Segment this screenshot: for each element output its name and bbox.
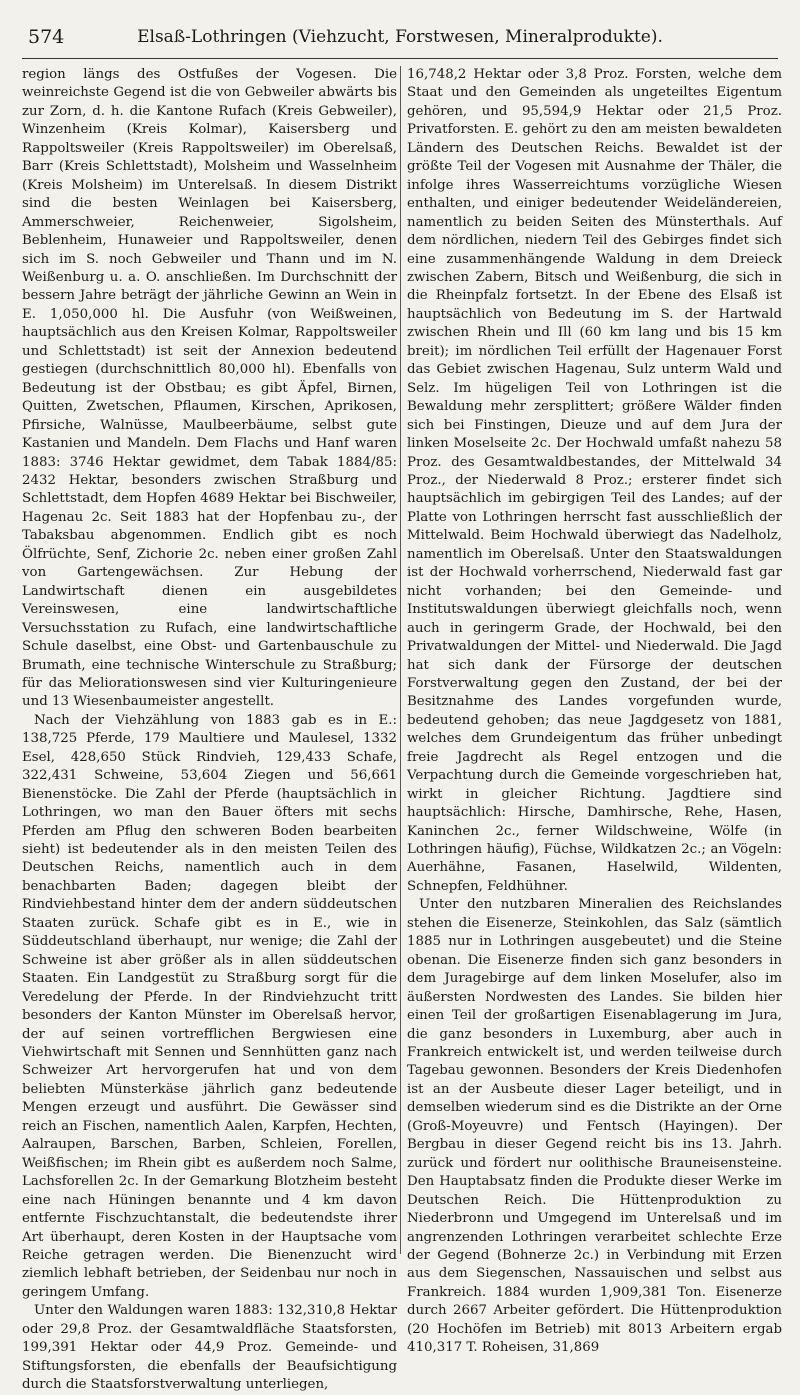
running-title: Elsaß-Lothringen (Viehzucht, Forstwesen, Mineralprodukte).: [137, 27, 663, 47]
right-column: [407, 66, 782, 1358]
left-column: [22, 66, 397, 1395]
paragraph: Unter den Waldungen waren 1883: 132,310,8 Hektar oder 29,8 Proz. der Gesamtwaldfläche Staatsforsten, 199,391 Hektar oder 44,9 Proz. Gemeinde- und Stiftungsforsten, die ebenfalls der Beaufsichtigung durch die Staatsforstverwaltung unterliegen,: [22, 1303, 397, 1393]
page-header: [22, 26, 778, 59]
paragraph: region längs des Ostfußes der Vogesen. Die weinreichste Gegend ist die von Gebweiler abwärts bis zur Zorn, d. h. die Kantone Rufach (Kreis Gebweiler), Winzenheim (Kreis Kolmar), Kaisersberg und Rappoltsweiler (Kreis Rappoltsweiler) im Oberelsaß, Barr (Kreis Schlettstadt), Molsheim und Wasselnheim (Kreis Molsheim) im Unterelsaß. In diesem Distrikt sind die besten Weinlagen bei Kaisersberg, Ammerschweier, Reichenweier, Sigolsheim, Beblenheim, Hunaweier und Rappoltsweiler, denen sich im S. noch Gebweiler und Thann und im N. Weißenburg u. a. O. anschließen. Im Durchschnitt der bessern Jahre beträgt der jährliche Gewinn an Wein in E. 1,050,000 hl. Die Ausfuhr (von Weißweinen, hauptsächlich aus den Kreisen Kolmar, Rappoltsweiler und Schlettstadt) ist seit der Annexion bedeutend gestiegen (durchschnittlich 80,000 hl). Ebenfalls von Bedeutung ist der Obstbau; es gibt Äpfel, Birnen, Quitten, Zwetschen, Pflaumen, Kirschen, Aprikosen, Pfirsiche, Walnüsse, Maulbeerbäume, selbst gute Kastanien und Mandeln. Dem Flachs und Hanf waren 1883: 3746 Hektar gewidmet, dem Tabak 1884/85: 2432 Hektar, besonders zwischen Straßburg und Schlettstadt, dem Hopfen 4689 Hektar bei Bischweiler, Hagenau 2c. Seit 1883 hat der Hopfenbau zu-, der Tabaksbau abgenommen. Endlich gibt es noch Ölfrüchte, Senf, Zichorie 2c. neben einer großen Zahl von Gartengewächsen. Zur Hebung der Landwirtschaft dienen ein ausgebildetes Vereinswesen, eine landwirtschaftliche Versuchsstation zu Rufach, eine landwirtschaftliche Schule daselbst, eine Obst- und Gartenbauschule zu Brumath, eine technische Winterschule zu Straßburg; für das Meliorationswesen sind vier Kulturingenieure und 13 Wiesenbaumeister angestellt.: [22, 67, 397, 710]
page-number: 574: [28, 26, 65, 48]
paragraph: Unter den nutzbaren Mineralien des Reichslandes stehen die Eisenerze, Steinkohlen, das Salz (sämtlich 1885 nur in Lothringen ausgebeutet) und die Steine obenan. Die Eisenerze finden sich ganz besonders in dem Juragebirge auf dem linken Moselufer, also im äußersten Nordwesten des Landes. Sie bilden hier einen Teil der großartigen Eisenablagerung im Jura, die ganz besonders in Luxemburg, aber auch in Frankreich entwickelt ist, und werden teilweise durch Tagebau gewonnen. Besonders der Kreis Diedenhofen ist an der Ausbeute dieser Lager beteiligt, und in demselben wiederum sind es die Distrikte an der Orne (Groß-Moyeuvre) und Fentsch (Hayingen). Der Bergbau in dieser Gegend reicht bis ins 13. Jahrh. zurück und fördert nur oolithische Brauneisensteine. Den Hauptabsatz finden die Produkte dieser Werke im Deutschen Reich. Die Hüttenproduktion zu Niederbronn und Umgegend im Unterelsaß und im angrenzenden Lothringen verarbeitet schlechte Erze der Gegend (Bohnerze 2c.) in Verbindung mit Erzen aus dem Siegenschen, Nassauischen und selbst aus Frankreich. 1884 wurden 1,909,381 Ton. Eisenerze durch 2667 Arbeiter gefördert. Die Hüttenproduktion (20 Hochöfen im Betrieb) mit 8013 Arbeitern ergab 410,317 T. Roheisen, 31,869: [407, 897, 782, 1356]
paragraph: 16,748,2 Hektar oder 3,8 Proz. Forsten, welche dem Staat und den Gemeinden als ungeteiltes Eigentum gehören, und 95,594,9 Hektar oder 21,5 Proz. Privatforsten. E. gehört zu den am meisten bewaldeten Ländern des Deutschen Reichs. Bewaldet ist der größte Teil der Vogesen mit Ausnahme der Thäler, die infolge ihres Wasserreichtums vorzügliche Wiesen enthalten, und einiger bedeutender Weideländereien, namentlich zu beiden Seiten des Münsterthals. Auf dem nördlichen, niedern Teil des Gebirges findet sich eine zusammenhängende Waldung in dem Dreieck zwischen Zabern, Bitsch und Weißenburg, die sich in die Rheinpfalz fortsetzt. In der Ebene des Elsaß ist hauptsächlich von Bedeutung im S. der Hartwald zwischen Rhein und Ill (60 km lang und bis 15 km breit); im nördlichen Teil erfüllt der Hagenauer Forst das Gebiet zwischen Hagenau, Sulz unterm Wald und Selz. Im hügeligen Teil von Lothringen ist die Bewaldung mehr zersplittert; größere Wälder finden sich bei Finstingen, Dieuze und auf dem Jura der linken Moselseite 2c. Der Hochwald umfaßt nahezu 58 Proz. des Gesamtwaldbestandes, der Mittelwald 34 Proz., der Niederwald 8 Proz.; ersterer findet sich hauptsächlich im gebirgigen Teil des Landes; auf der Platte von Lothringen herrscht fast ausschließlich der Mittelwald. Beim Hochwald überwiegt das Nadelholz, namentlich im Oberelsaß. Unter den Staatswaldungen ist der Hochwald vorherrschend, Niederwald fast gar nicht vorhanden; bei den Gemeinde- und Institutswaldungen überwiegt gleichfalls noch, wenn auch in geringerm Grade, der Hochwald, bei den Privatwaldungen der Mittel- und Niederwald. Die Jagd hat sich dank der Fürsorge der deutschen Forstverwaltung gegen den Zustand, der bei der Besitznahme des Landes vorgefunden wurde, bedeutend gehoben; das neue Jagdgesetz von 1881, welches dem Grundeigentum das früher unbedingt freie Jagdrecht als Regel entzogen und die Verpachtung durch die Gemeinde vorgeschrieben hat, wirkt in gleicher Richtung. Jagdtiere sind hauptsächlich: Hirsche, Damhirsche, Rehe, Hasen, Kaninchen 2c., ferner Wildschweine, Wölfe (in Lothringen häufig), Füchse, Wildkatzen 2c.; an Vögeln: Auerhähne, Fasanen, Haselwild, Wildenten, Schnepfen, Feldhühner.: [407, 67, 782, 894]
column-divider: [400, 66, 401, 1254]
paragraph: Nach der Viehzählung von 1883 gab es in E.: 138,725 Pferde, 179 Maultiere und Maulesel, 1332 Esel, 428,650 Stück Rindvieh, 129,433 Schafe, 322,431 Schweine, 53,604 Ziegen und 56,661 Bienenstöcke. Die Zahl der Pferde (hauptsächlich in Lothringen, wo man den Bauer öfters mit sechs Pferden am Pflug den schweren Boden bearbeiten sieht) ist bedeutender als in den meisten Teilen des Deutschen Reichs, namentlich auch in dem benachbarten Baden; dagegen bleibt der Rindviehbestand hinter dem der andern süddeutschen Staaten zurück. Schafe gibt es in E., wie in Süddeutschland überhaupt, nur wenige; die Zahl der Schweine ist aber größer als in allen süddeutschen Staaten. Ein Landgestüt zu Straßburg sorgt für die Veredelung der Pferde. In der Rindviehzucht tritt besonders der Kanton Münster im Oberelsaß hervor, der auf seinen vortrefflichen Bergwiesen eine Viehwirtschaft mit Sennen und Sennhütten ganz nach Schweizer Art hervorgerufen hat und von dem beliebten Münsterkäse jährlich ganz bedeutende Mengen erzeugt und ausführt. Die Gewässer sind reich an Fischen, namentlich Aalen, Karpfen, Hechten, Aalraupen, Barschen, Barben, Schleien, Forellen, Weißfischen; im Rhein gibt es außerdem noch Salme, Lachsforellen 2c. In der Gemarkung Blotzheim besteht eine nach Hüningen benannte und 4 km davon entfernte Fischzuchtanstalt, die bedeutendste ihrer Art überhaupt, deren Kosten in der Hauptsache vom Reiche getragen werden. Die Bienenzucht wird ziemlich lebhaft betrieben, der Seidenbau nur noch in geringem Umfang.: [22, 712, 397, 1300]
